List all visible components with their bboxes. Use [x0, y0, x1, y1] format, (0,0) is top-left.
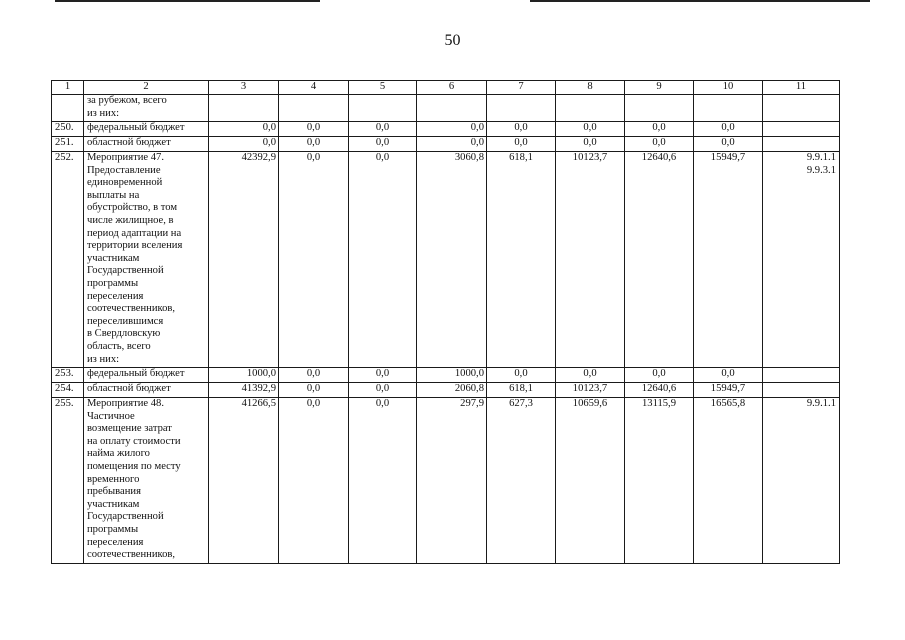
- row-name-line: Государственной: [87, 265, 164, 277]
- target-codes: [763, 95, 840, 122]
- scan-edge-right: [530, 0, 870, 2]
- table-header-row: [52, 81, 840, 95]
- column-header: 6: [417, 81, 487, 95]
- value-cell: [209, 95, 279, 122]
- target-code: 9.9.1.1: [806, 152, 836, 163]
- table-row: [52, 137, 840, 152]
- value-cell: 0,0: [209, 137, 279, 152]
- row-name-line: временного: [87, 473, 140, 485]
- row-name-line: выплаты на: [87, 189, 140, 201]
- table-body: [52, 81, 840, 564]
- value-cell: 0,0: [209, 122, 279, 137]
- row-name-line: единовременной: [87, 177, 163, 189]
- row-name-line: числе жилищное, в: [87, 214, 174, 226]
- value-cell: 10123,7: [556, 383, 625, 398]
- column-header: 10: [694, 81, 763, 95]
- column-header: 1: [52, 81, 84, 95]
- row-name-line: период адаптации на: [87, 227, 182, 239]
- value-cell: 0,0: [694, 137, 763, 152]
- row-name-line: из них:: [87, 353, 120, 365]
- value-cell: 42392,9: [209, 152, 279, 368]
- table-row: [52, 368, 840, 383]
- value-cell: [487, 95, 556, 122]
- row-name-line: из них:: [87, 107, 120, 119]
- row-number: [52, 95, 84, 122]
- value-cell: 12640,6: [625, 383, 694, 398]
- value-cell: [625, 95, 694, 122]
- value-cell: 0,0: [417, 137, 487, 152]
- value-cell: 0,0: [349, 368, 417, 383]
- target-code: 9.9.1.1: [806, 398, 836, 409]
- table-row: [52, 122, 840, 137]
- row-name-line: программы: [87, 523, 139, 535]
- value-cell: 0,0: [279, 152, 349, 368]
- column-header: 3: [209, 81, 279, 95]
- row-number: 254.: [52, 383, 84, 398]
- value-cell: 0,0: [349, 137, 417, 152]
- target-codes: [763, 137, 840, 152]
- row-name-line: Мероприятие 48.: [87, 398, 164, 409]
- page-number: 50: [444, 32, 461, 49]
- column-header: 8: [556, 81, 625, 95]
- column-header: 2: [84, 81, 209, 95]
- value-cell: 3060,8: [417, 152, 487, 368]
- row-name-line: область, всего: [87, 340, 151, 352]
- row-name-line: Мероприятие 47.: [87, 152, 164, 163]
- target-codes: [763, 122, 840, 137]
- row-name-line: переселившимся: [87, 315, 164, 327]
- value-cell: 0,0: [625, 368, 694, 383]
- row-number: 252.: [52, 152, 84, 368]
- value-cell: 10659,6: [556, 398, 625, 564]
- value-cell: 0,0: [694, 122, 763, 137]
- value-cell: 10123,7: [556, 152, 625, 368]
- value-cell: [417, 95, 487, 122]
- value-cell: 0,0: [694, 368, 763, 383]
- value-cell: 1000,0: [417, 368, 487, 383]
- row-number: 251.: [52, 137, 84, 152]
- row-name-line: федеральный бюджет: [87, 122, 185, 133]
- value-cell: 16565,8: [694, 398, 763, 564]
- row-name: [84, 368, 209, 383]
- row-name-line: помещения по месту: [87, 460, 181, 472]
- row-name-line: участникам: [87, 498, 140, 510]
- value-cell: 0,0: [487, 137, 556, 152]
- value-cell: 627,3: [487, 398, 556, 564]
- value-cell: 0,0: [279, 122, 349, 137]
- target-code: 9.9.3.1: [806, 164, 836, 176]
- row-name-line: найма жилого: [87, 448, 150, 460]
- row-name: [84, 383, 209, 398]
- value-cell: 15949,7: [694, 383, 763, 398]
- row-name-line: в Свердловскую: [87, 328, 161, 340]
- value-cell: 0,0: [625, 137, 694, 152]
- row-name-line: Частичное: [87, 410, 135, 422]
- row-number: 250.: [52, 122, 84, 137]
- row-name-line: Государственной: [87, 511, 164, 523]
- row-number: 253.: [52, 368, 84, 383]
- value-cell: 0,0: [556, 368, 625, 383]
- value-cell: [279, 95, 349, 122]
- value-cell: 15949,7: [694, 152, 763, 368]
- row-name-line: за рубежом, всего: [87, 95, 167, 106]
- row-number: 255.: [52, 398, 84, 564]
- value-cell: 618,1: [487, 383, 556, 398]
- value-cell: [349, 95, 417, 122]
- budget-table: [51, 80, 840, 564]
- value-cell: 0,0: [349, 122, 417, 137]
- value-cell: 0,0: [349, 383, 417, 398]
- row-name: [84, 152, 209, 368]
- value-cell: 0,0: [487, 368, 556, 383]
- row-name: [84, 95, 209, 122]
- value-cell: 0,0: [279, 137, 349, 152]
- value-cell: [556, 95, 625, 122]
- table-row: [52, 152, 840, 368]
- value-cell: 0,0: [556, 137, 625, 152]
- row-name-line: обустройство, в том: [87, 202, 178, 214]
- row-name-line: областной бюджет: [87, 383, 171, 394]
- table-row: [52, 383, 840, 398]
- row-name-line: пребывания: [87, 486, 141, 498]
- column-header: 5: [349, 81, 417, 95]
- value-cell: 12640,6: [625, 152, 694, 368]
- value-cell: 0,0: [349, 152, 417, 368]
- row-name-line: областной бюджет: [87, 137, 171, 148]
- value-cell: 0,0: [487, 122, 556, 137]
- value-cell: 2060,8: [417, 383, 487, 398]
- value-cell: 13115,9: [625, 398, 694, 564]
- value-cell: 0,0: [556, 122, 625, 137]
- row-name-line: возмещение затрат: [87, 423, 172, 435]
- row-name-line: соотечественников,: [87, 303, 176, 315]
- target-codes: [763, 398, 840, 564]
- value-cell: 0,0: [279, 398, 349, 564]
- table-row: [52, 95, 840, 122]
- target-codes: [763, 368, 840, 383]
- row-name-line: на оплату стоимости: [87, 435, 181, 447]
- column-header: 4: [279, 81, 349, 95]
- value-cell: 41266,5: [209, 398, 279, 564]
- table-row: [52, 398, 840, 564]
- row-name-line: соотечественников,: [87, 549, 176, 561]
- value-cell: 0,0: [417, 122, 487, 137]
- scan-edge-left: [55, 0, 320, 2]
- target-codes: [763, 152, 840, 368]
- value-cell: 0,0: [625, 122, 694, 137]
- value-cell: 41392,9: [209, 383, 279, 398]
- row-name-line: программы: [87, 277, 139, 289]
- row-name-line: переселения: [87, 536, 144, 548]
- column-header: 9: [625, 81, 694, 95]
- value-cell: 1000,0: [209, 368, 279, 383]
- row-name-line: переселения: [87, 290, 144, 302]
- value-cell: 297,9: [417, 398, 487, 564]
- row-name-line: территории вселения: [87, 240, 183, 252]
- value-cell: 0,0: [279, 368, 349, 383]
- value-cell: [694, 95, 763, 122]
- value-cell: 0,0: [279, 383, 349, 398]
- value-cell: 618,1: [487, 152, 556, 368]
- column-header: 7: [487, 81, 556, 95]
- row-name: [84, 398, 209, 564]
- row-name-line: федеральный бюджет: [87, 368, 185, 379]
- value-cell: 0,0: [349, 398, 417, 564]
- row-name-line: Предоставление: [87, 164, 161, 176]
- row-name: [84, 122, 209, 137]
- target-codes: [763, 383, 840, 398]
- row-name-line: участникам: [87, 252, 140, 264]
- row-name: [84, 137, 209, 152]
- column-header: 11: [763, 81, 840, 95]
